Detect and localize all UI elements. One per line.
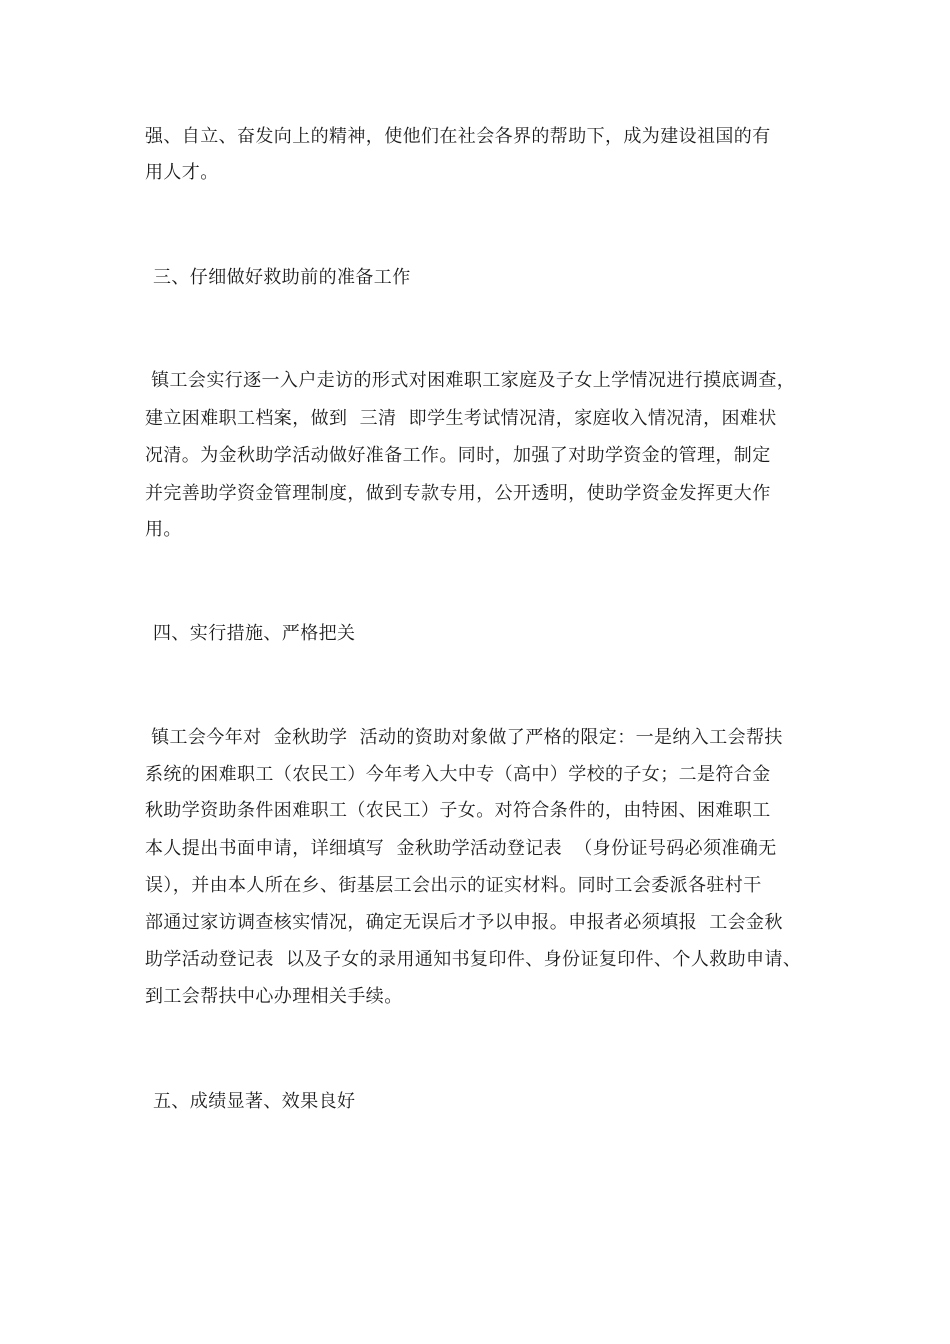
paragraph-line: 本人提出书面申请，详细填写 金秋助学活动登记表 （身份证号码必须准确无 — [145, 838, 777, 859]
paragraph-line: 误），并由本人所在乡、街基层工会出示的证实材料。同时工会委派各驻村干 — [145, 875, 762, 896]
paragraph-line: 并完善助学资金管理制度，做到专款专用，公开透明，使助学资金发挥更大作 — [145, 483, 771, 504]
paragraph-line: 系统的困难职工（农民工）今年考入大中专（高中）学校的子女；二是符合金 — [145, 764, 771, 785]
paragraph-line: 秋助学资助条件困难职工（农民工）子女。对符合条件的，由特困、困难职工 — [145, 800, 771, 821]
paragraph-line: 助学活动登记表 以及子女的录用通知书复印件、身份证复印件、个人救助申请、 — [145, 949, 802, 970]
paragraph-line: 镇工会实行逐一入户走访的形式对困难职工家庭及子女上学情况进行摸底调查， — [145, 370, 796, 391]
paragraph-line: 建立困难职工档案，做到 三清 即学生考试情况清，家庭收入情况清，困难状 — [145, 408, 777, 429]
paragraph-line: 镇工会今年对 金秋助学 活动的资助对象做了严格的限定：一是纳入工会帮扶 — [145, 727, 783, 748]
section-heading-4: 四、实行措施、严格把关 — [153, 623, 356, 644]
section-heading-5: 五、成绩显著、效果良好 — [153, 1091, 356, 1112]
paragraph-line: 用人才。 — [145, 162, 219, 183]
paragraph-line: 况清。为金秋助学活动做好准备工作。同时，加强了对助学资金的管理，制定 — [145, 445, 771, 466]
paragraph-line: 到工会帮扶中心办理相关手续。 — [145, 986, 403, 1007]
paragraph-line: 用。 — [145, 519, 182, 540]
paragraph-line: 部通过家访调查核实情况，确定无误后才予以申报。申报者必须填报 工会金秋 — [145, 912, 783, 933]
paragraph-line: 强、自立、奋发向上的精神，使他们在社会各界的帮助下，成为建设祖国的有 — [145, 126, 771, 147]
section-heading-3: 三、仔细做好救助前的准备工作 — [153, 267, 411, 288]
